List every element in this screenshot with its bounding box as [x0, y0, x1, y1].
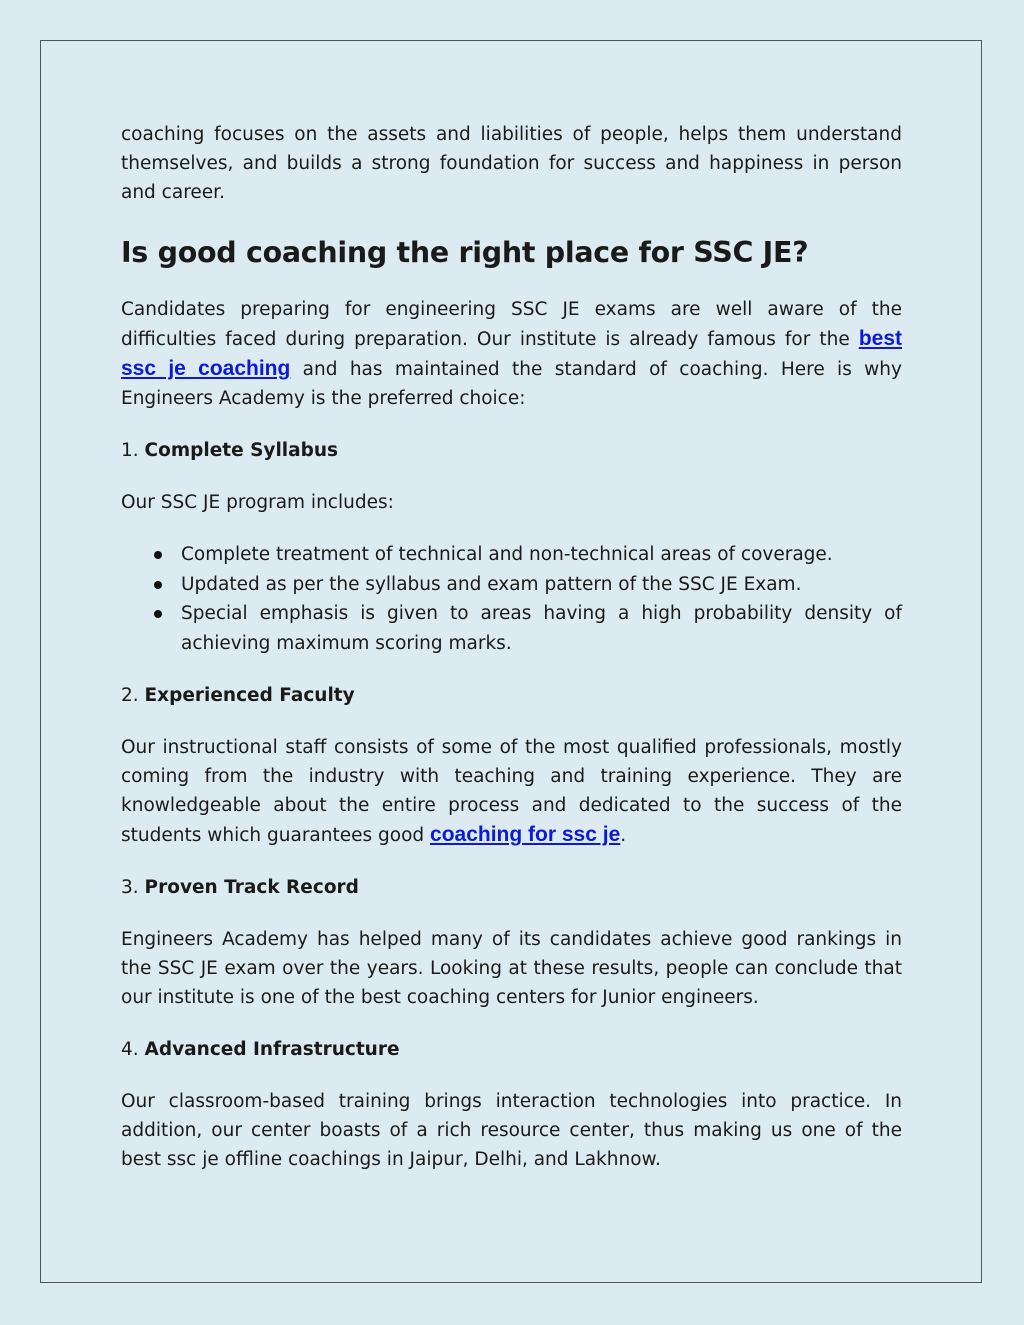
faculty-text: Our instructional staff consists of some of the most qualified professionals, mostly coming from the industry with teaching and training experience. They are knowledgeable about the entire process and dedicated to the success of the students which guarantees good — [121, 737, 902, 846]
section-title-3 — [121, 873, 902, 902]
overview-text-end: and has maintained the standard of coaching. Here is why Engineers Academy is the preferred choice: — [121, 359, 902, 409]
section-title-text: Advanced Infrastructure — [144, 1039, 400, 1060]
document-body — [121, 120, 902, 1197]
list-item-text: Updated as per the syllabus and exam pattern of the SSC JE Exam. — [181, 573, 802, 595]
track-record-paragraph: Engineers Academy has helped many of its candidates achieve good rankings in the SSC JE exam over the years. Looking at these results, people can conclude that our institute is one of the best coaching centers for Junior engineers. — [121, 929, 902, 1008]
overview-text: Candidates preparing for engineering SSC JE exams are well aware of the difficulties faced during preparation. Our institute is already famous for the — [121, 299, 902, 350]
section-title-4 — [121, 1035, 902, 1064]
best-ssc-je-coaching-link[interactable]: best ssc je coaching — [121, 327, 902, 380]
list-item — [121, 540, 902, 570]
faculty-paragraph — [121, 733, 902, 850]
coaching-for-ssc-je-link[interactable]: coaching for ssc je — [430, 823, 621, 846]
faculty-text-end: . — [620, 825, 627, 846]
section-title-text: Complete Syllabus — [144, 440, 339, 461]
section-title-text: Experienced Faculty — [144, 685, 355, 706]
bullet-icon — [154, 581, 162, 589]
section-title-1 — [121, 436, 902, 465]
section-number: 3. — [121, 877, 139, 898]
section-number: 1. — [121, 440, 139, 461]
infrastructure-paragraph: Our classroom-based training brings interaction technologies into practice. In addition, our center boasts of a rich resource center, thus making us one of the best ssc je offline coachings in Jaipur, Delhi, and Lakhnow. — [121, 1091, 902, 1170]
section-number: 2. — [121, 685, 139, 706]
syllabus-bullet-list — [121, 540, 902, 658]
bullet-icon — [154, 551, 162, 559]
list-item-text: Special emphasis is given to areas having a high probability density of achieving maximum scoring marks. — [181, 603, 902, 654]
section-number: 4. — [121, 1039, 139, 1060]
section-heading: Is good coaching the right place for SSC JE? — [121, 236, 809, 269]
syllabus-paragraph: Our SSC JE program includes: — [121, 492, 394, 513]
section-title-2 — [121, 681, 902, 710]
bullet-icon — [154, 610, 162, 618]
list-item — [121, 570, 902, 600]
intro-paragraph: coaching focuses on the assets and liabilities of people, helps them understand themselves, and builds a strong foundation for success and happiness in person and career. — [121, 124, 902, 203]
overview-paragraph — [121, 295, 902, 413]
list-item — [121, 599, 902, 658]
section-title-text: Proven Track Record — [144, 877, 359, 898]
list-item-text: Complete treatment of technical and non-technical areas of coverage. — [181, 544, 833, 565]
